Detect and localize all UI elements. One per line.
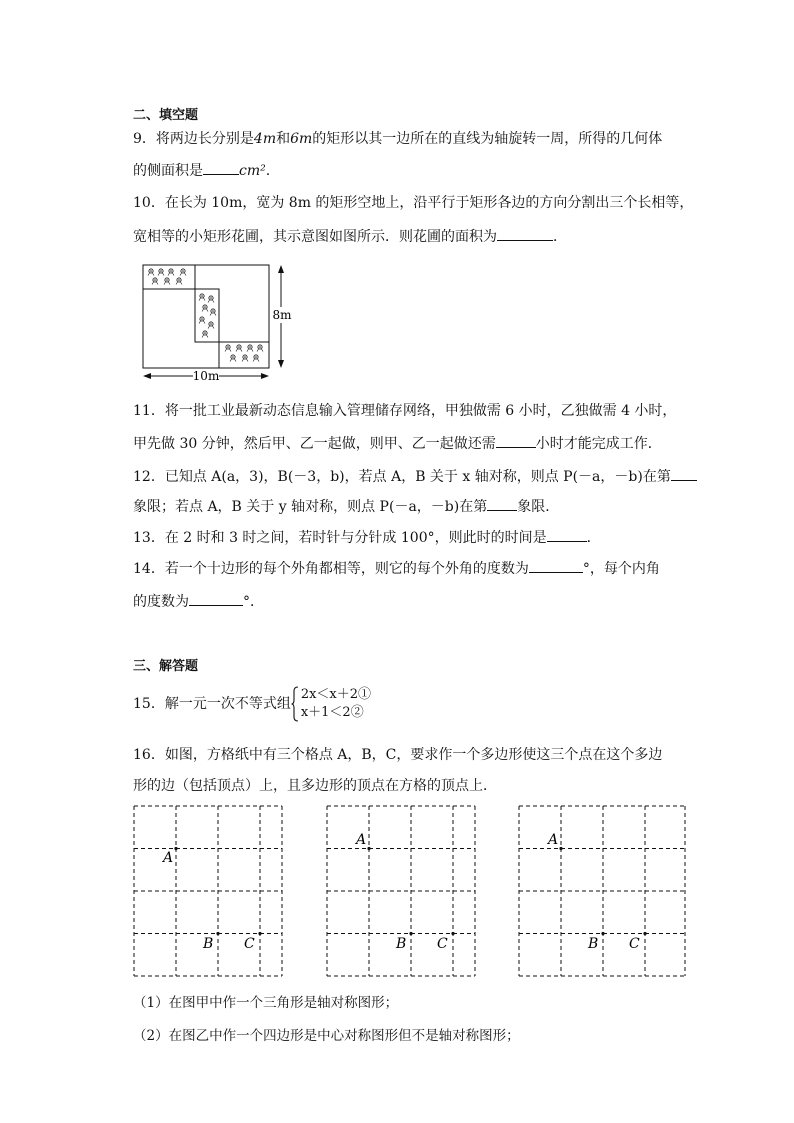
q12-text-c: 象限． bbox=[517, 499, 560, 515]
answer-blank[interactable] bbox=[496, 433, 536, 448]
q10-end: ． bbox=[553, 229, 567, 245]
question-9-line-1 bbox=[133, 130, 662, 148]
point-c bbox=[643, 932, 646, 935]
q9-text-c: 的矩形以其一边所在的直线为轴旋转一周，所得的几何体 bbox=[312, 131, 663, 147]
question-14-line-1 bbox=[133, 558, 660, 578]
section-heading-solve: 三、解答题 bbox=[133, 659, 199, 674]
point-b bbox=[216, 932, 219, 935]
q14-text-d: °． bbox=[243, 594, 264, 610]
question-10-line-1: 10．在长为 10m，宽为 8m 的矩形空地上，沿平行于矩形各边的方向分割出三个长相等， bbox=[133, 195, 694, 211]
q9-length-2: 6m bbox=[290, 131, 313, 147]
q11-text-a: 甲先做 30 分钟，然后甲、乙一起做，则甲、乙一起做还需 bbox=[133, 436, 496, 452]
q9-text-d: 的侧面积是 bbox=[133, 163, 203, 179]
label-b: B bbox=[588, 936, 599, 952]
label-b: B bbox=[396, 936, 407, 952]
answer-blank[interactable] bbox=[497, 226, 553, 241]
q12-text-b: 象限；若点 A，B 关于 y 轴对称，则点 P(－a，－b)在第 bbox=[133, 499, 488, 515]
question-11-line-1: 11．将一批工业最新动态信息输入管理储存网络，甲独做需 6 小时，乙独做需 4 小时， bbox=[133, 403, 677, 419]
q9-text-b: 和 bbox=[276, 131, 291, 147]
brace-icon bbox=[291, 686, 299, 722]
q13-text-b: ． bbox=[586, 530, 601, 546]
flower-pattern-1 bbox=[148, 269, 186, 285]
question-12-line-1 bbox=[133, 466, 697, 486]
q13-text-a: 13．在 2 时和 3 时之间，若时针与分针成 100°，则此时的时间是 bbox=[133, 530, 547, 546]
flower-pattern-3 bbox=[225, 345, 263, 362]
flower-pattern-2 bbox=[199, 294, 216, 338]
label-c: C bbox=[244, 936, 255, 952]
question-14-line-2 bbox=[133, 591, 264, 611]
point-c bbox=[258, 932, 261, 935]
grid-figure-jia bbox=[133, 805, 283, 977]
q9-unit: cm² bbox=[239, 163, 266, 179]
q11-text-b: 小时才能完成工作． bbox=[535, 436, 662, 452]
label-b: B bbox=[203, 936, 214, 952]
answer-blank[interactable] bbox=[203, 160, 239, 175]
point-a bbox=[367, 847, 370, 850]
point-c bbox=[451, 932, 454, 935]
q9-length-1: 4m bbox=[253, 131, 277, 147]
question-16-sub-1: （1）在图甲中作一个三角形是轴对称图形； bbox=[133, 995, 399, 1011]
inequality-system bbox=[291, 686, 371, 722]
height-label: 8m bbox=[272, 308, 292, 322]
answer-blank[interactable] bbox=[547, 527, 587, 542]
q15-text: 15．解一元一次不等式组 bbox=[133, 696, 291, 712]
answer-blank[interactable] bbox=[671, 466, 697, 481]
inequality-2: x＋1＜2② bbox=[300, 705, 364, 720]
label-c: C bbox=[629, 936, 640, 952]
point-a bbox=[174, 847, 177, 850]
question-12-line-2 bbox=[133, 496, 559, 516]
point-b bbox=[409, 932, 412, 935]
question-10-line-2 bbox=[133, 226, 567, 246]
q9-text-e: . bbox=[265, 163, 271, 179]
q12-text-a: 12．已知点 A(a，3)，B(－3，b)，若点 A，B 关于 x 轴对称，则点 P(－a，－b)在第 bbox=[133, 469, 671, 485]
label-a: A bbox=[548, 832, 559, 848]
question-15 bbox=[133, 686, 371, 722]
q14-text-b: °，每个内角 bbox=[582, 561, 660, 577]
question-16-line-1: 16．如图，方格纸中有三个格点 A，B，C，要求作一个多边形使这三个点在这个多边 bbox=[133, 747, 663, 763]
q10-text: 宽相等的小矩形花圃，其示意图如图所示．则花圃的面积为 bbox=[133, 229, 497, 245]
label-a: A bbox=[356, 832, 367, 848]
garden-diagram bbox=[133, 260, 313, 384]
answer-blank[interactable] bbox=[487, 496, 517, 511]
point-a bbox=[559, 847, 562, 850]
label-c: C bbox=[437, 936, 448, 952]
question-9-line-2 bbox=[133, 160, 270, 180]
outer-rectangle bbox=[143, 265, 269, 368]
answer-blank[interactable] bbox=[529, 558, 583, 573]
width-label: 10m bbox=[192, 369, 220, 383]
q14-text-a: 14．若一个十边形的每个外角都相等，则它的每个外角的度数为 bbox=[133, 561, 529, 577]
question-13 bbox=[133, 527, 601, 547]
question-16-sub-2: （2）在图乙中作一个四边形是中心对称图形但不是轴对称图形； bbox=[133, 1028, 520, 1044]
q14-text-c: 的度数为 bbox=[133, 594, 189, 610]
question-16-line-2: 形的边（包括顶点）上，且多边形的顶点在方格的顶点上． bbox=[133, 778, 497, 794]
point-b bbox=[601, 932, 604, 935]
inequality-1: 2x＜x＋2① bbox=[300, 687, 372, 702]
section-heading-fill: 二、填空题 bbox=[133, 108, 199, 123]
answer-blank[interactable] bbox=[189, 591, 243, 606]
q9-text-a: 9．将两边长分别是 bbox=[133, 131, 254, 147]
grid-figure-yi bbox=[326, 805, 476, 977]
label-a: A bbox=[163, 850, 174, 866]
question-11-line-2 bbox=[133, 433, 662, 453]
grid-figure-bing bbox=[518, 805, 686, 977]
